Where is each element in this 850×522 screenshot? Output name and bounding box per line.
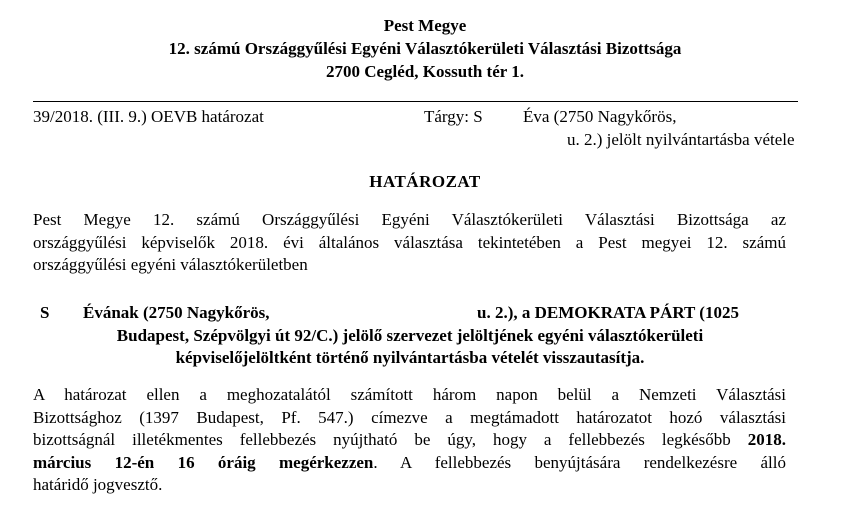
header-address: 2700 Cegléd, Kossuth tér 1. <box>325 62 524 81</box>
decision-line1-start: S <box>40 303 50 322</box>
decision-line1-end: u. 2.), a DEMOKRATA PÁRT (1025 <box>477 303 739 322</box>
appeal-line: Bizottsághoz (1397 Budapest, Pf. 547.) címezve a megtámadott határozatot hozó választási <box>33 407 786 427</box>
decision-line2: Budapest, Szépvölgyi út 92/C.) jelölő szervezet jelöltjének egyéni választókerületi <box>116 325 704 345</box>
intro-paragraph <box>33 209 786 277</box>
subject-value-line2: u. 2.) jelölt nyilvántartásba vétele <box>567 130 795 149</box>
document-header <box>0 14 850 83</box>
intro-line: országgyűlési egyéni választókerületben <box>33 255 308 274</box>
subject-value-line1: Éva (2750 Nagykőrös, <box>523 107 677 126</box>
header-county: Pest Megye <box>383 16 467 35</box>
appeal-text: bizottságnál illetékmentes fellebbezés nyújtható be úgy, hogy a fellebbezés legkésőbb <box>33 430 731 449</box>
appeal-paragraph <box>33 384 786 497</box>
appeal-line <box>33 429 786 452</box>
appeal-line: határidő jogvesztő. <box>33 475 163 494</box>
appeal-deadline-year: 2018. <box>747 430 786 449</box>
subject-label: Tárgy: S <box>424 107 483 126</box>
decision-line3: képviselőjelöltként történő nyilvántartásba vételét visszautasítja. <box>175 348 645 367</box>
decision-line1-middle: Évának (2750 Nagykőrös, <box>83 303 270 322</box>
header-committee: 12. számú Országgyűlési Egyéni Választókerületi Választási Bizottsága <box>168 39 682 58</box>
intro-line: országgyűlési képviselők 2018. évi általános választása tekintetében a Pest megyei 12. számú <box>33 232 786 252</box>
resolution-reference: 39/2018. (III. 9.) OEVB határozat <box>33 107 264 126</box>
appeal-deadline-date: március 12-én 16 óráig megérkezzen <box>33 452 374 472</box>
appeal-text: . A fellebbezés benyújtására rendelkezésre álló <box>373 452 786 472</box>
appeal-line: A határozat ellen a meghozatalától számított három napon belül a Nemzeti Választási <box>33 385 786 404</box>
header-divider <box>33 101 798 102</box>
document-title: HATÁROZAT <box>369 172 481 191</box>
appeal-line <box>33 452 786 475</box>
intro-line: Pest Megye 12. számú Országgyűlési Egyéni Választókerületi Választási Bizottsága az <box>33 210 786 229</box>
